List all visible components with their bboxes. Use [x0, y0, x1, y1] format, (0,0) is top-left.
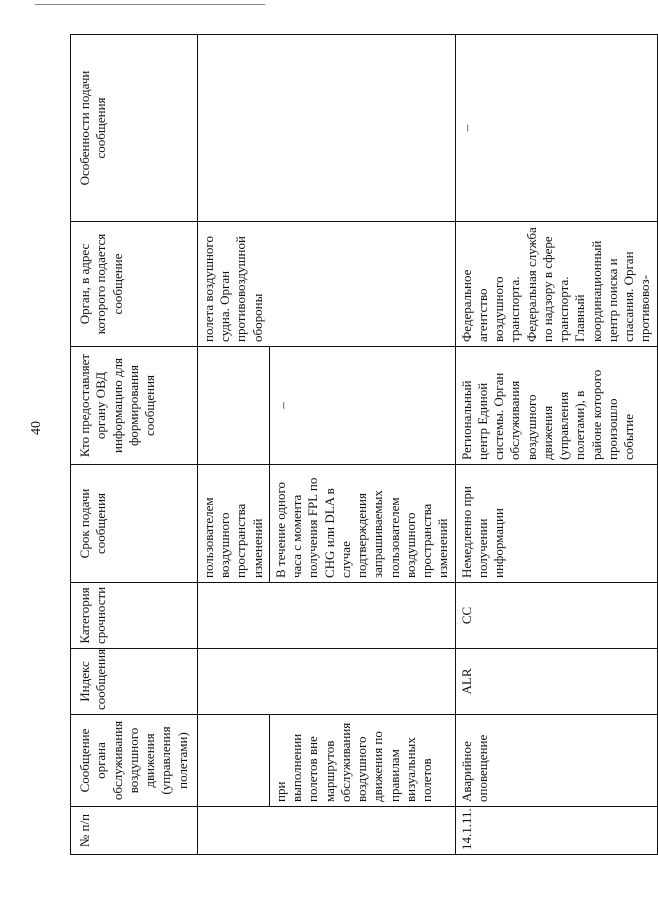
cell-provider: Региональный центр Единой системы. Орган обслуживания воздушного движения (управления полетами), в районе которого произошло событие — [455, 347, 657, 465]
page-number: 40 — [29, 421, 44, 435]
cell-message: при выполнении полетов вне маршрутов обслуживания воздушного движения по правилам визуальных полетов — [269, 715, 455, 807]
header-message: Сообщение органа обслуживания воздушного движения (управления полетами) — [71, 715, 198, 807]
cell-num: 14.1.11. — [455, 807, 657, 855]
cell-provider — [197, 347, 269, 465]
header-deadline: Срок подачи сообщения — [71, 465, 198, 583]
provider-dash: – — [274, 402, 290, 409]
cell-category — [197, 583, 455, 649]
cell-deadline: Немедленно при получении информации — [455, 465, 657, 583]
cell-deadline: пользователем воздушного пространства изменений — [197, 465, 269, 583]
cell-category: CC — [455, 583, 657, 649]
cell-num — [197, 807, 455, 855]
cell-recipient: полета воздушного судна. Орган противовоздушной обороны — [197, 222, 455, 347]
header-provider: Кто предоставляет органу ОВД информацию для формирования сообщения — [71, 347, 198, 465]
header-category: Категория срочности — [71, 583, 198, 649]
messages-table — [70, 34, 658, 855]
header-num: № п/п — [71, 807, 198, 855]
cell-features — [197, 35, 455, 222]
cell-index — [197, 649, 455, 715]
cell-message: Аварийное оповещение — [455, 715, 657, 807]
table-header-row — [71, 35, 198, 855]
cell-index: ALR — [455, 649, 657, 715]
top-edge-line — [35, 4, 265, 5]
rotated-table-container — [70, 35, 653, 855]
cell-provider — [269, 347, 455, 465]
table-row — [455, 35, 657, 855]
header-recipient: Орган, в адрес которого подается сообщение — [71, 222, 198, 347]
cell-features: – — [455, 35, 657, 222]
header-index: Индекс сообщения — [71, 649, 198, 715]
header-features: Особенности подачи сообщения — [71, 35, 198, 222]
cell-message — [197, 715, 269, 807]
cell-deadline: В течение одного часа с момента получения FPL по CHG или DLA в случае подтверждения запрашиваемых пользователем воздушного пространства изменений — [269, 465, 455, 583]
cell-recipient: Федеральное агентство воздушного транспорта. Федеральная служба по надзору в сфере транспорта. Главный координационный центр поиска и спасания. Орган противовоз- — [455, 222, 657, 347]
table-row — [197, 35, 269, 855]
